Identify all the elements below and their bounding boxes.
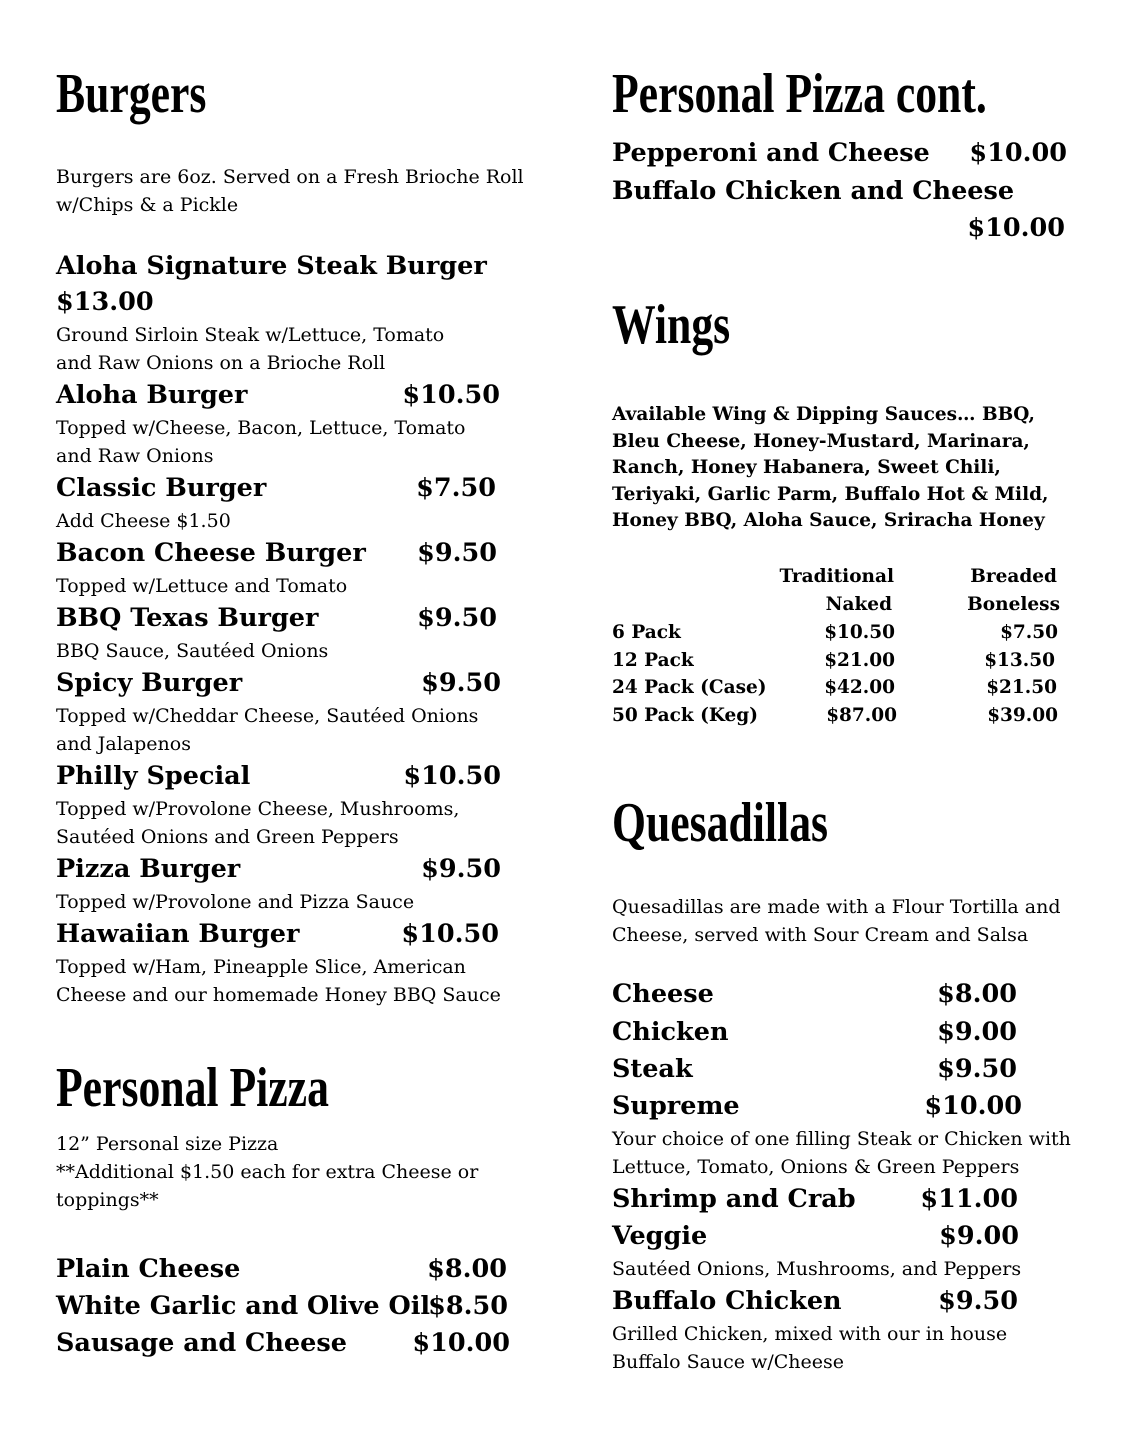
personal-pizza-title: Personal Pizza (56, 1057, 329, 1119)
wings-traditional-price: $21.00 (824, 650, 895, 671)
menu-item-desc: Grilled Chicken, mixed with our in house Buffalo Sauce w/Cheese (612, 1323, 1008, 1373)
menu-item-desc: Topped w/Provolone Cheese, Mushrooms, Sautéed Onions and Green Peppers (56, 798, 460, 848)
menu-item-name: Classic Burger (56, 473, 267, 503)
menu-item-name: Cheese (612, 979, 714, 1009)
wings-col-header-line1: Breaded (970, 566, 1057, 587)
menu-item-desc: Sautéed Onions, Mushrooms, and Peppers (612, 1258, 1022, 1280)
menu-item-name: Plain Cheese (56, 1254, 241, 1284)
menu-item-price: $8.00 (937, 979, 1017, 1009)
menu-item-name: Pepperoni and Cheese (612, 138, 930, 168)
signature-burger-name: Aloha Signature Steak Burger (56, 251, 487, 281)
burgers-intro: Burgers are 6oz. Served on a Fresh Brioche Roll w/Chips & a Pickle (56, 166, 524, 216)
menu-item-desc: Topped w/Ham, Pineapple Slice, American Cheese and our homemade Honey BBQ Sauce (56, 956, 501, 1006)
menu-item-name: Sausage and Cheese (56, 1328, 347, 1358)
menu-item-name: Buffalo Chicken and Cheese (612, 176, 1015, 206)
menu-item-price: $9.50 (421, 668, 501, 698)
menu-item-name: Bacon Cheese Burger (56, 538, 366, 568)
personal-pizza-intro: 12” Personal size Pizza (56, 1133, 279, 1155)
menu-item-price: $10.50 (401, 919, 499, 949)
menu-item-desc: Topped w/Cheese, Bacon, Lettuce, Tomato and Raw Onions (56, 417, 466, 467)
personal-pizza-cont-title: Personal Pizza cont. (612, 63, 987, 125)
wings-traditional-price: $42.00 (824, 677, 895, 698)
wings-title: Wings (612, 294, 731, 356)
menu-item-name: Chicken (612, 1017, 729, 1047)
signature-burger-price: $13.00 (56, 287, 154, 317)
quesadillas-title: Quesadillas (612, 792, 829, 854)
wings-traditional-price: $10.50 (824, 622, 895, 643)
wings-traditional-price: $87.00 (826, 705, 897, 726)
menu-item-price: $10.00 (967, 213, 1065, 243)
menu-item-name: Veggie (612, 1221, 708, 1251)
wings-col-header-line2: Boneless (967, 594, 1060, 615)
wings-size: 12 Pack (612, 650, 694, 671)
menu-item-desc: BBQ Sauce, Sautéed Onions (56, 640, 329, 662)
wings-col-header-line2: Naked (825, 594, 892, 615)
burgers-title: Burgers (56, 63, 207, 125)
menu-item-price: $9.50 (937, 1054, 1017, 1084)
wings-breaded-price: $21.50 (986, 677, 1057, 698)
menu-item-price: $9.50 (417, 603, 497, 633)
menu-item-name: Spicy Burger (56, 668, 243, 698)
menu-item-price: $8.50 (428, 1291, 508, 1321)
menu-item-desc: Topped w/Cheddar Cheese, Sautéed Onions and Jalapenos (56, 705, 479, 755)
signature-burger-desc: Ground Sirloin Steak w/Lettuce, Tomato and Raw Onions on a Brioche Roll (56, 324, 445, 374)
menu-item-price: $9.50 (417, 538, 497, 568)
menu-item-name: Hawaiian Burger (56, 919, 300, 949)
wings-size: 6 Pack (612, 622, 681, 643)
menu-item-desc: Topped w/Provolone and Pizza Sauce (56, 891, 415, 913)
menu-item-price: $9.00 (937, 1017, 1017, 1047)
menu-item-price: $10.00 (412, 1328, 510, 1358)
menu-item-name: Shrimp and Crab (612, 1184, 856, 1214)
menu-item-name: Aloha Burger (56, 380, 248, 410)
menu-item-name: Supreme (612, 1091, 740, 1121)
menu-item-price: $8.00 (427, 1254, 507, 1284)
personal-pizza-note: **Additional $1.50 each for extra Cheese or toppings** (56, 1161, 479, 1211)
menu-item-name: Buffalo Chicken (612, 1286, 842, 1316)
wings-breaded-price: $7.50 (1000, 622, 1058, 643)
menu-item-price: $10.50 (402, 380, 500, 410)
menu-item-price: $7.50 (416, 473, 496, 503)
wings-col-header-line1: Traditional (779, 566, 894, 587)
wings-size: 24 Pack (Case) (612, 677, 767, 698)
menu-item-price: $10.00 (924, 1091, 1022, 1121)
menu-item-price: $9.50 (938, 1286, 1018, 1316)
menu-item-price: $10.00 (969, 138, 1067, 168)
menu-item-desc: Add Cheese $1.50 (56, 510, 231, 532)
quesadillas-intro: Quesadillas are made with a Flour Tortilla and Cheese, served with Sour Cream and Salsa (612, 896, 1061, 946)
wings-size: 50 Pack (Keg) (612, 705, 758, 726)
menu-item-price: $10.50 (403, 761, 501, 791)
menu-item-desc: Your choice of one filling Steak or Chicken with Lettuce, Tomato, Onions & Green Peppers (612, 1128, 1071, 1178)
menu-item-name: Steak (612, 1054, 693, 1084)
menu-item-desc: Topped w/Lettuce and Tomato (56, 575, 348, 597)
menu-item-price: $9.50 (421, 854, 501, 884)
wings-breaded-price: $39.00 (987, 705, 1058, 726)
menu-item-price: $9.00 (939, 1221, 1019, 1251)
wings-breaded-price: $13.50 (984, 650, 1055, 671)
menu-item-name: Pizza Burger (56, 854, 241, 884)
wing-sauces: Available Wing & Dipping Sauces… BBQ, Bleu Cheese, Honey-Mustard, Marinara, Ranch, Honey Habanera, Sweet Chili, Teriyaki, Garlic Parm, Buffalo Hot & Mild, Honey BBQ, Aloha Sauce, Sriracha Honey (612, 404, 1049, 531)
menu-item-price: $11.00 (920, 1184, 1018, 1214)
menu-item-name: BBQ Texas Burger (56, 603, 319, 633)
menu-item-name: Philly Special (56, 761, 251, 791)
menu-item-name: White Garlic and Olive Oil (56, 1291, 431, 1321)
